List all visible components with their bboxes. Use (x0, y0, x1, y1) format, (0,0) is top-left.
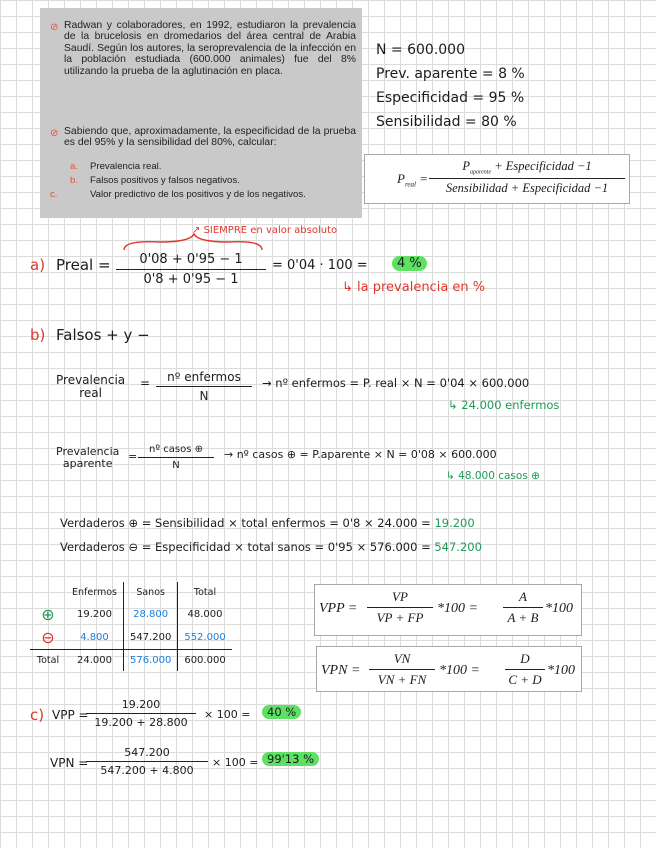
preal-lhs: $P_{real}$ = (397, 171, 429, 189)
negative-sign-icon: ⊖ (41, 628, 55, 647)
preal-fraction: $P_{aparente}$ + Especificidad −1 Sensibilidad + Especificidad −1 (429, 159, 625, 196)
problem-item-b: b. Falsos positivos y falsos negativos. (70, 175, 240, 186)
prev-aparente-label: Prevalencia aparente (56, 445, 120, 470)
vpn-result: 99'13 % (262, 752, 319, 766)
absolute-value-note: ↗ SIEMPRE en valor absoluto (192, 225, 338, 236)
part-a-label: a) (30, 256, 46, 274)
part-a-fraction: $\frac{0'08 + 0'95 - 1}{0'8 + 0'95 - 1}$ (116, 252, 266, 287)
casos-result: ↳ 48.000 casos ⊕ (446, 470, 540, 482)
header-enfermos: Enfermos (66, 582, 123, 603)
problem-paragraph-1: Radwan y colaboradores, en 1992, estudiaron la prevalencia de la brucelosis en dromedarios del área central de Arabia Saudí. Según los autores, la seroprevalencia de la infección en la población estudiada (600.000 animales) fue del 8% utilizando la prueba de la aglutinación en placa. (64, 20, 356, 77)
given-prev-aparente: Prev. aparente = 8 % (376, 66, 525, 82)
problem-paragraph-2: Sabiendo que, aproximadamente, la especificidad de la prueba es del 95% y la sensibilidad del 80%, calcular: (64, 126, 356, 149)
bullet-icon: ⊘ (50, 128, 59, 139)
positive-sign-icon: ⊕ (41, 605, 55, 624)
vpn-lhs: VPN = (50, 756, 89, 770)
part-b-label: b) (30, 326, 46, 344)
vpp-mid: × 100 = (204, 708, 251, 721)
preal-formula (364, 154, 630, 204)
vpn-formula: VPN = $\frac{VN}{VN + FN}$ *100 = $\frac{D}{C + D}$ *100 (316, 646, 582, 692)
prev-aparente-fraction: nº casos ⊕ N (138, 444, 214, 471)
vpp-fraction: $\frac{19.200}{19.200 + 28.800}$ (86, 698, 196, 729)
bullet-icon: ⊘ (50, 22, 59, 33)
prev-real-equation: → nº enfermos = P. real × N = 0'04 × 600.000 (262, 376, 530, 390)
contingency-table (30, 582, 232, 671)
table-row: Total 24.000 576.000 600.000 (30, 650, 232, 672)
given-sensibilidad: Sensibilidad = 80 % (376, 114, 517, 130)
vpp-result: 40 % (262, 705, 301, 719)
vpp-lhs: VPP = (52, 708, 89, 722)
table-row: ⊕ 19.200 28.800 48.000 (30, 603, 232, 626)
table-header-row (30, 582, 232, 603)
problem-item-c: c. Valor predictivo de los positivos y de los negativos. (50, 189, 306, 200)
given-especificidad: Especificidad = 95 % (376, 90, 525, 106)
prev-real-label: Prevalencia real (56, 373, 126, 400)
part-c-label: c) (30, 706, 45, 724)
prev-aparente-equation: → nº casos ⊕ = P.aparente × N = 0'08 × 600.000 (224, 448, 497, 461)
given-n: N = 600.000 (376, 42, 465, 58)
vpn-mid: × 100 = (212, 756, 259, 769)
part-a-mid: = 0'04 · 100 = (272, 258, 368, 273)
problem-box (40, 8, 362, 218)
header-total: Total (193, 587, 217, 598)
vpp-formula: VPP = $\frac{VP}{VP + FP}$ *100 = $\frac{A}{A + B}$ *100 (314, 584, 582, 636)
part-a-lhs: Preal = (56, 256, 111, 274)
part-a-result: 4 % (392, 256, 427, 271)
prevalence-percent-note: ↳ la prevalencia en % (342, 280, 486, 295)
vpn-fraction: $\frac{547.200}{547.200 + 4.800}$ (86, 746, 208, 777)
bracket-brace (120, 230, 270, 252)
table-row: ⊖ 4.800 547.200 552.000 (30, 626, 232, 650)
enfermos-result: ↳ 24.000 enfermos (448, 398, 560, 412)
verdaderos-negativos: Verdaderos ⊖ = Especificidad × total sanos = 0'95 × 576.000 = 547.200 (60, 540, 482, 554)
header-sanos: Sanos (123, 582, 177, 603)
prev-real-fraction: nº enfermos N (156, 370, 252, 403)
verdaderos-positivos: Verdaderos ⊕ = Sensibilidad × total enfermos = 0'8 × 24.000 = 19.200 (60, 516, 475, 530)
part-b-title: Falsos + y − (56, 326, 150, 344)
problem-item-a: a. Prevalencia real. (70, 161, 162, 172)
